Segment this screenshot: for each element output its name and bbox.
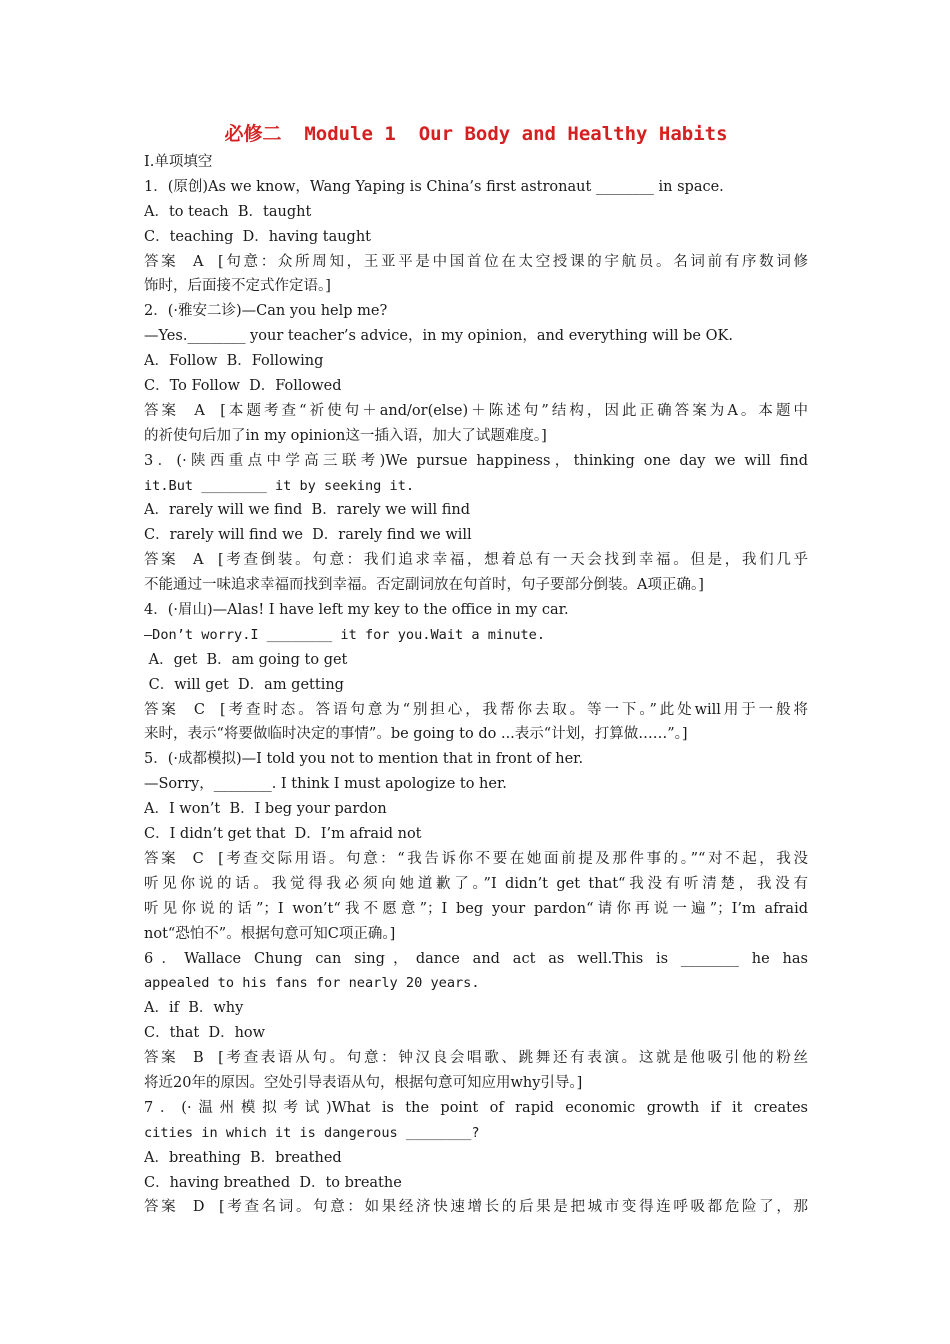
text-line: C．teaching D．having taught: [144, 228, 372, 245]
exercise-lines: [144, 175, 808, 1220]
text-line: A．to teach B．taught: [144, 203, 312, 220]
text-line: A．rarely will we find B．rarely we will find: [144, 502, 471, 519]
text-line: 来时，表示“将要做临时决定的事情”。be going to do ...表示“计划，打算做……”。]: [144, 726, 688, 743]
text-line: 不能通过一味追求幸福而找到幸福。否定副词放在句首时，句子要部分倒装。A项正确。]: [144, 577, 704, 594]
text-line: 的祈使句后加了in my opinion这一插入语，加大了试题难度。]: [144, 427, 547, 444]
text-line: not“恐怕不”。根据句意可知C项正确。]: [144, 925, 396, 942]
text-line: C．will get D．am getting: [144, 676, 344, 693]
text-line: cities in which it is dangerous ________?: [144, 1124, 480, 1141]
text-line: 答案 B [考查表语从句。句意：钟汉良会唱歌、跳舞还有表演。这就是他吸引他的粉丝: [144, 1050, 808, 1067]
page-title: 必修二 Module 1 Our Body and Healthy Habits: [224, 123, 728, 145]
text-line: 听见你说的话。我觉得我必须向她道歉了。”I didn’t get that“我没有听清楚，我没有: [144, 875, 808, 892]
text-line: A．if B．why: [144, 1000, 244, 1017]
text-line: 答案 A [考查倒装。句意：我们追求幸福，想着总有一天会找到幸福。但是，我们几乎: [144, 552, 808, 569]
text-line: C．To Follow D．Followed: [144, 378, 342, 395]
text-line: C．I didn’t get that D．I’m afraid not: [144, 826, 422, 843]
text-line: 1．(原创)As we know，Wang Yaping is China’s first astronaut ________ in space.: [144, 178, 724, 195]
text-line: 5．(·成都模拟)—I told you not to mention that in front of her.: [144, 751, 584, 768]
text-line: A．get B．am going to get: [144, 651, 348, 668]
text-line: 3．(·陕西重点中学高三联考)We pursue happiness，thinking one day we will find: [144, 452, 808, 469]
text-line: —Sorry，________. I think I must apologize to her.: [144, 776, 507, 793]
text-line: 7．(·温州模拟考试)What is the point of rapid economic growth if it creates: [144, 1099, 808, 1116]
text-line: 4．(·眉山)—Alas! I have left my key to the office in my car.: [144, 602, 569, 619]
text-line: A．I won’t B．I beg your pardon: [144, 801, 387, 818]
text-line: 2．(·雅安二诊)—Can you help me?: [144, 303, 388, 320]
text-line: C．rarely will find we D．rarely find we will: [144, 527, 472, 544]
text-line: it.But ________ it by seeking it.: [144, 477, 415, 494]
text-line: —Don’t worry.I ________ it for you.Wait a minute.: [144, 626, 546, 643]
text-line: A．Follow B．Following: [144, 353, 324, 370]
section-heading: I.单项填空: [144, 154, 213, 170]
text-line: 听见你说的话”；I won’t“我不愿意”；I beg your pardon“请你再说一遍”；I’m afraid: [144, 900, 808, 917]
text-line: 答案 A [本题考查“祈使句＋and/or(else)＋陈述句”结构，因此正确答案为A。本题中: [144, 402, 808, 419]
text-line: 答案 C [考查交际用语。句意：“我告诉你不要在她面前提及那件事的。”“对不起，我没: [144, 850, 808, 867]
text-line: —Yes.________ your teacher’s advice，in my opinion，and everything will be OK.: [144, 328, 733, 345]
text-line: 答案 C [考查时态。答语句意为“别担心，我帮你去取。等一下。”此处will用于一般将: [144, 701, 808, 718]
text-line: 答案 A [句意：众所周知，王亚平是中国首位在太空授课的宇航员。名词前有序数词修: [144, 253, 808, 270]
document-page: [144, 118, 808, 1220]
text-line: 6．Wallace Chung can sing，dance and act as well.This is ________ he has: [144, 950, 808, 967]
text-line: C．that D．how: [144, 1025, 266, 1042]
text-line: C．having breathed D．to breathe: [144, 1174, 402, 1191]
text-line: 答案 D [考查名词。句意：如果经济快速增长的后果是把城市变得连呼吸都危险了，那: [144, 1199, 808, 1216]
text-line: appealed to his fans for nearly 20 years.: [144, 975, 480, 992]
text-line: A．breathing B．breathed: [144, 1149, 342, 1166]
text-line: 饰时，后面接不定式作定语。]: [144, 278, 331, 295]
text-line: 将近20年的原因。空处引导表语从句，根据句意可知应用why引导。]: [144, 1074, 583, 1091]
